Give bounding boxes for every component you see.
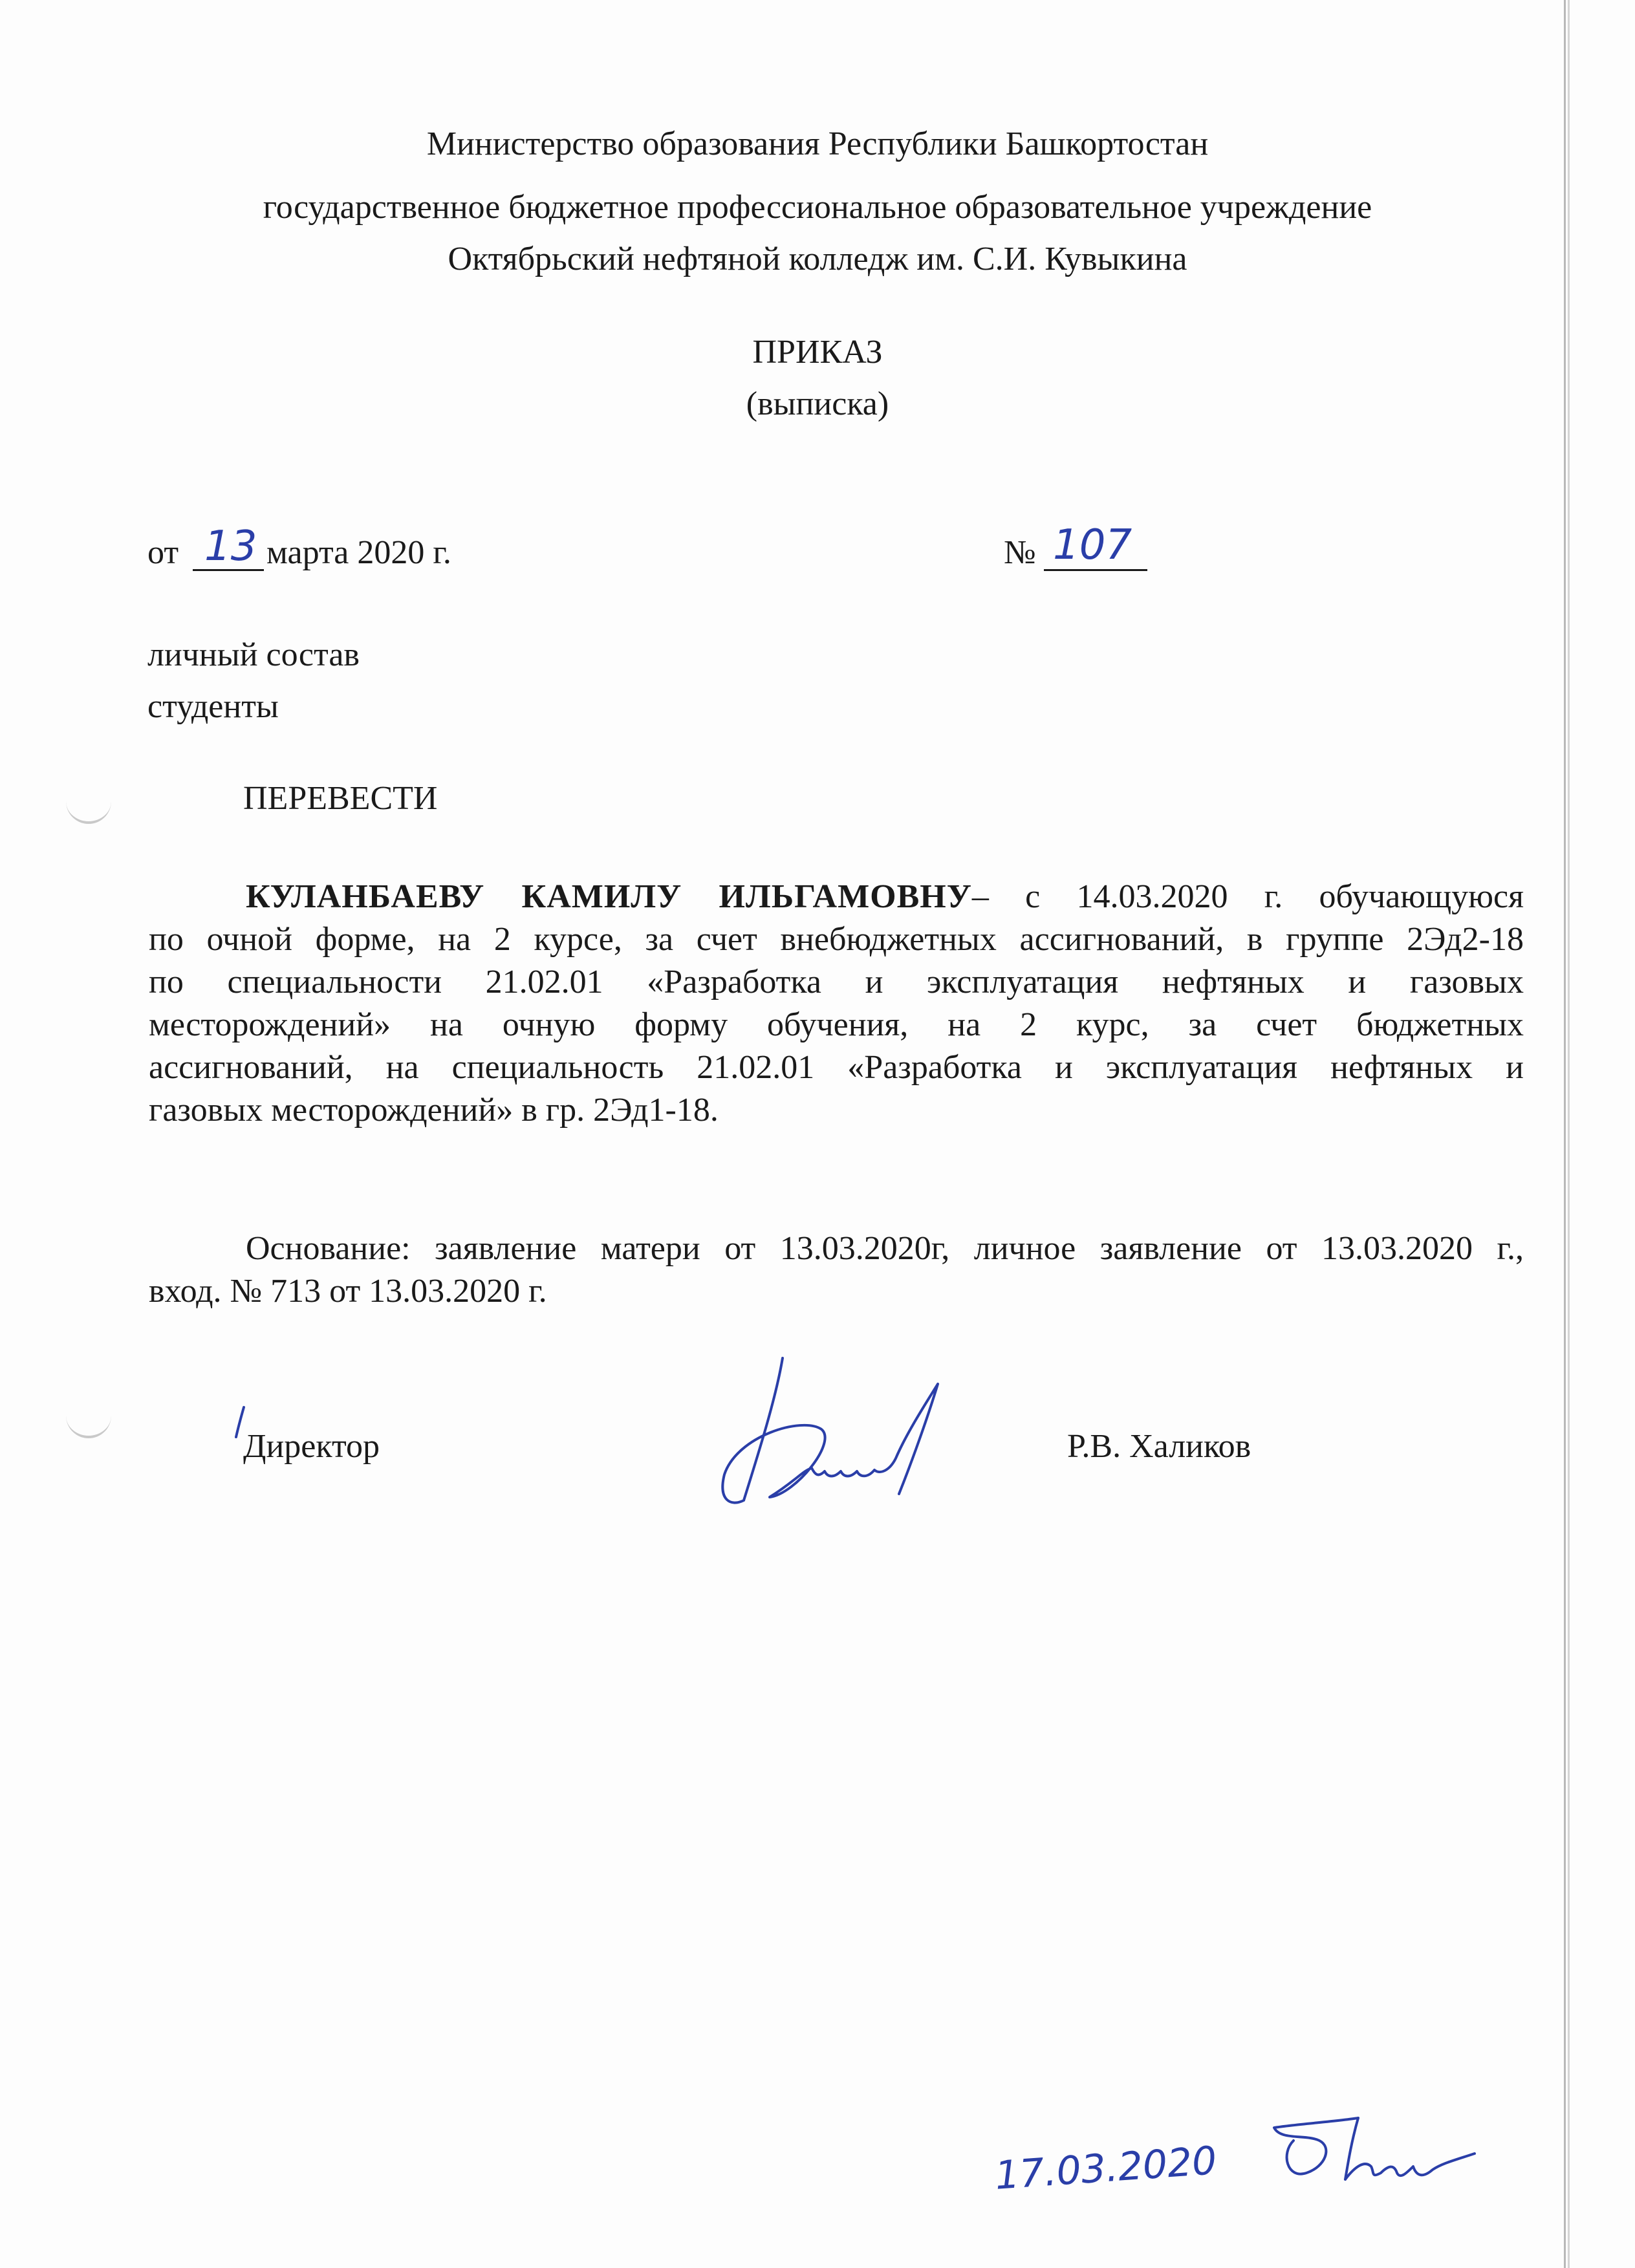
institution-type-line: государственное бюджетное профессиональное образовательное учреждение [263,189,1372,226]
number-underline [1044,569,1147,571]
pen-tick-mark [230,1403,249,1442]
date-prefix: от [147,534,179,571]
initials-signature [1268,2102,1488,2199]
action-heading: ПЕРЕВЕСТИ [243,780,438,817]
scope-line-2: студенты [147,688,279,725]
paragraph-line: ассигнований, на специальность 21.02.01 «Разработка и эксплуатация нефтяных и [149,1049,1524,1086]
student-name: КУЛАНБАЕВУ КАМИЛУ ИЛЬГАМОВНУ [246,878,972,915]
paragraph-line: газовых месторождений» в гр. 2Эд1-18. [149,1092,719,1129]
paragraph-line: по очной форме, на 2 курсе, за счет внебюджетных ассигнований, в группе 2Эд2-18 [149,921,1524,958]
order-title: ПРИКАЗ [752,334,883,371]
basis-line: вход. № 713 от 13.03.2020 г. [149,1273,547,1310]
order-number-handwritten: 107 [1053,521,1132,569]
director-signature [698,1345,1009,1526]
scope-line-1: личный состав [147,636,360,673]
basis-line [149,1227,1524,1270]
ministry-line: Министерство образования Республики Башкортостан [426,125,1209,162]
order-subtitle: (выписка) [746,385,889,422]
signatory-name: Р.В. Халиков [1067,1428,1251,1465]
signatory-position: Директор [243,1428,380,1465]
paragraph-line [149,876,1524,918]
paragraph-line-text: – с 14.03.2020 г. обучающуюся [971,878,1524,915]
transfer-paragraph [149,876,1524,1132]
college-name-line: Октябрьский нефтяной колледж им. С.И. Кувыкина [448,241,1187,277]
paragraph-line: месторождений» на очную форму обучения, на 2 курс, за счет бюджетных [149,1006,1524,1043]
punch-hole-mark [66,1410,111,1438]
number-prefix: № [1004,534,1036,571]
basis-line-text: Основание: заявление матери от 13.03.2020г, личное заявление от 13.03.2020 г., [246,1230,1524,1267]
date-day-handwritten: 13 [204,523,257,570]
received-date-handwritten: 17.03.2020 [993,2138,1218,2199]
date-month-year: марта 2020 г. [266,534,451,571]
basis-paragraph [149,1227,1524,1313]
paragraph-line: по специальности 21.02.01 «Разработка и эксплуатация нефтяных и газовых [149,964,1524,1000]
punch-hole-mark [66,795,111,824]
